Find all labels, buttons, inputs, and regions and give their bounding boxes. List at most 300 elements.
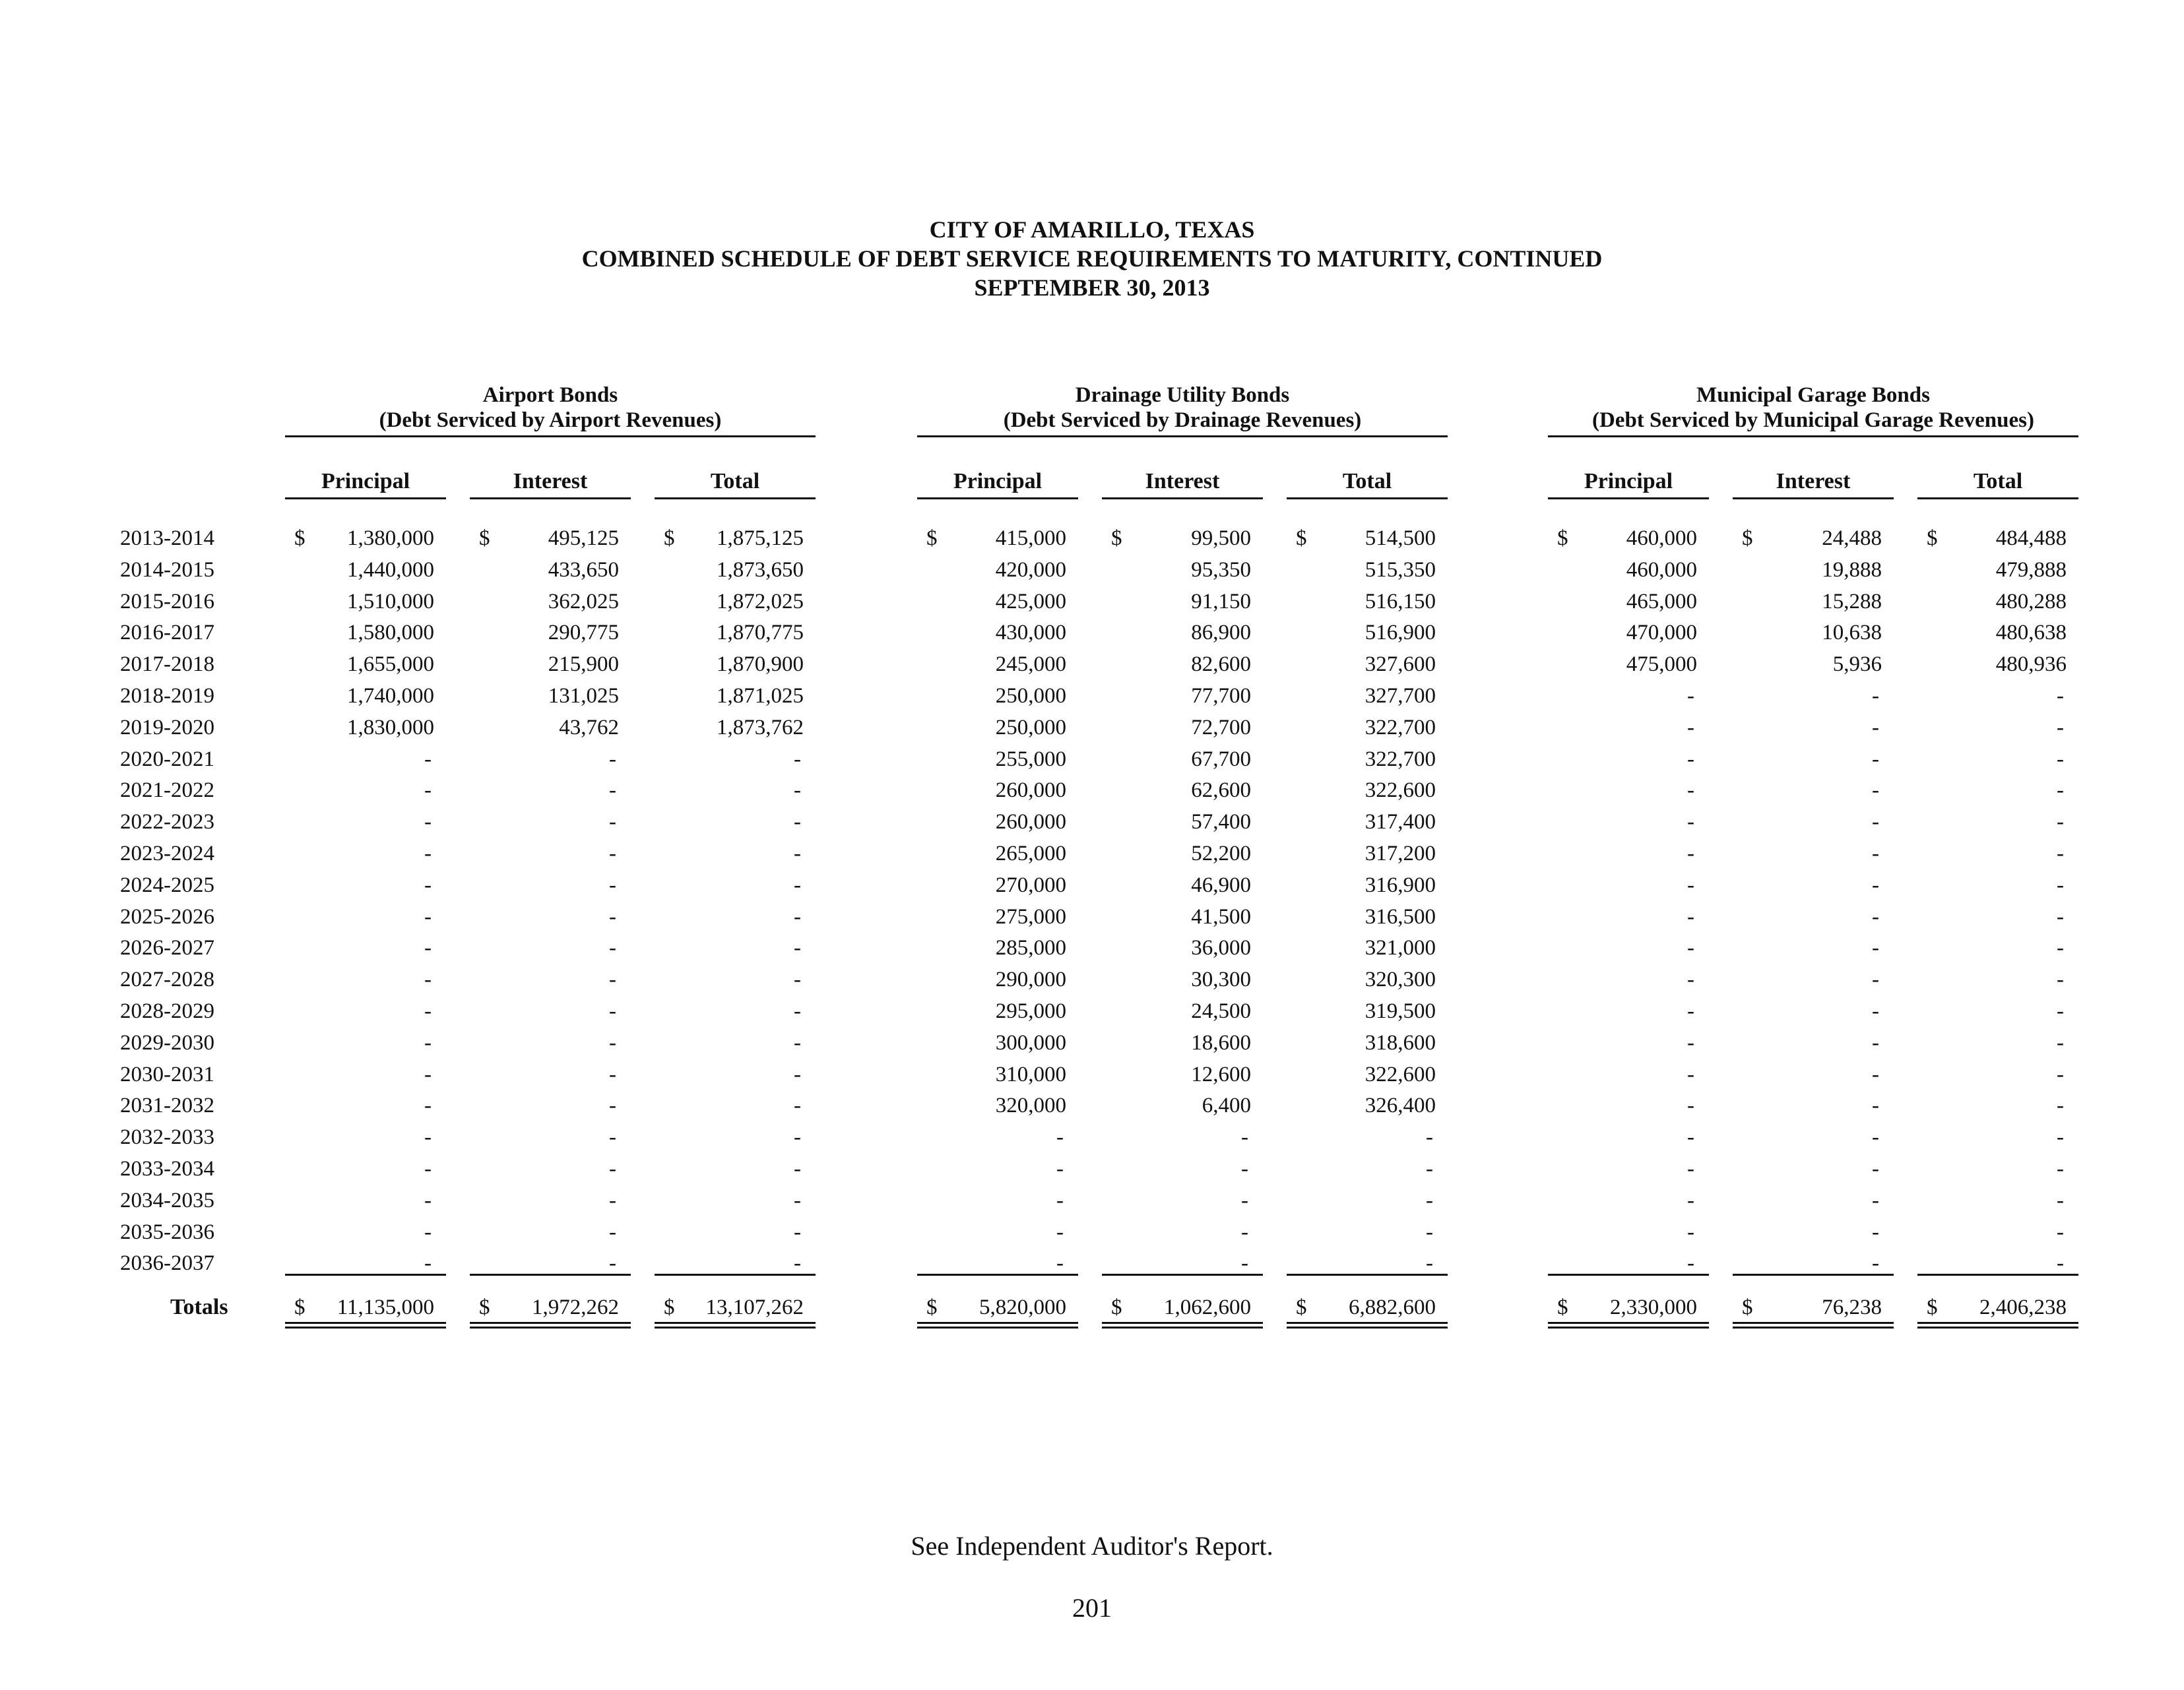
- garage-principal-cell: 475,000: [1626, 652, 1697, 677]
- drainage-principal-cell: -: [1056, 1251, 1064, 1276]
- airport-principal-cell: -: [424, 1062, 432, 1086]
- fiscal-year-label: 2022-2023: [120, 810, 214, 834]
- garage-total-cell: -: [2057, 873, 2064, 897]
- garage-principal-cell: -: [1687, 810, 1694, 834]
- drainage-total-cell: 318,600: [1365, 1030, 1436, 1055]
- airport-total-cell: 1,873,762: [717, 715, 804, 739]
- fiscal-year-label: 2020-2021: [120, 747, 214, 771]
- drainage-interest-cell: 6,400: [1202, 1094, 1251, 1118]
- airport-interest-cell: -: [609, 1157, 616, 1181]
- drainage-principal-cell: 285,000: [995, 936, 1066, 960]
- drainage-principal-cell: 245,000: [995, 652, 1066, 677]
- garage-total-cell: 484,488: [1995, 526, 2067, 550]
- airport-principal-cell: -: [424, 1251, 432, 1276]
- garage-interest-cell: -: [1872, 1220, 1879, 1244]
- currency-symbol: $: [664, 1296, 675, 1319]
- drainage-total-cell: 322,700: [1365, 747, 1436, 771]
- airport-total-cell: 1,871,025: [717, 684, 804, 708]
- fiscal-year-label: 2024-2025: [120, 873, 214, 897]
- airport-principal-cell: 1,655,000: [347, 652, 434, 677]
- garage-total-cell: -: [2057, 999, 2064, 1023]
- drainage-principal-cell: 275,000: [995, 904, 1066, 929]
- fiscal-year-label: 2013-2014: [120, 526, 214, 550]
- drainage-total-cell: -: [1426, 1188, 1433, 1212]
- drainage-interest-double-rule: [1102, 1322, 1263, 1329]
- drainage-total-cell: 326,400: [1365, 1094, 1436, 1118]
- currency-symbol: $: [1296, 526, 1307, 550]
- drainage-interest-header: Interest: [1145, 469, 1220, 493]
- airport-interest-cell: 131,025: [548, 684, 619, 708]
- drainage-principal-cell: -: [1056, 1188, 1064, 1212]
- garage-principal-cell: -: [1687, 684, 1694, 708]
- drainage-group-subtitle: (Debt Serviced by Drainage Revenues): [1003, 408, 1362, 432]
- airport-principal-cell: 1,380,000: [347, 526, 434, 550]
- airport-total-cell: -: [794, 842, 801, 865]
- drainage-total-sum-rule: [1287, 1274, 1448, 1276]
- garage-interest-cell: 15,288: [1822, 589, 1882, 613]
- garage-total-sum-rule: [1917, 1274, 2078, 1276]
- drainage-principal-cell: 300,000: [995, 1030, 1066, 1055]
- airport-principal-cell: -: [424, 810, 432, 834]
- drainage-total-cell: 317,400: [1365, 810, 1436, 834]
- garage-interest-sum-rule: [1733, 1274, 1894, 1276]
- garage-interest-cell: -: [1872, 778, 1879, 803]
- drainage-total-cell: -: [1426, 1251, 1433, 1276]
- drainage-total-cell: 327,600: [1365, 652, 1436, 677]
- drainage-principal-header-rule: [917, 497, 1078, 499]
- airport-group-rule: [285, 435, 816, 437]
- airport-total-double-rule: [655, 1322, 816, 1329]
- airport-principal-cell: -: [424, 1188, 432, 1212]
- garage-interest-cell: -: [1872, 842, 1879, 865]
- airport-interest-cell: -: [609, 1220, 616, 1244]
- drainage-interest-cell: 91,150: [1191, 589, 1251, 613]
- currency-symbol: $: [479, 1296, 490, 1319]
- airport-principal-cell: -: [424, 936, 432, 960]
- airport-interest-cell: -: [609, 873, 616, 897]
- garage-principal-double-rule: [1548, 1322, 1709, 1329]
- airport-principal-cell: -: [424, 842, 432, 865]
- garage-interest-cell: 19,888: [1822, 557, 1882, 582]
- airport-total-sum-rule: [655, 1274, 816, 1276]
- airport-principal-cell: 1,510,000: [347, 589, 434, 613]
- airport-total-cell: 1,870,900: [717, 652, 804, 677]
- garage-total-cell: -: [2057, 1188, 2064, 1212]
- airport-interest-cell: -: [609, 778, 616, 803]
- drainage-principal-cell: 430,000: [995, 621, 1066, 645]
- currency-symbol: $: [1742, 1296, 1753, 1319]
- drainage-interest-cell: 67,700: [1191, 747, 1251, 771]
- airport-interest-cell: -: [609, 904, 616, 929]
- drainage-total-header: Total: [1342, 469, 1392, 493]
- drainage-total-header-rule: [1287, 497, 1448, 499]
- airport-interest-cell: -: [609, 1251, 616, 1276]
- airport-total-cell: -: [794, 1062, 801, 1086]
- drainage-total-cell: 320,300: [1365, 968, 1436, 992]
- garage-interest-header-rule: [1733, 497, 1894, 499]
- currency-symbol: $: [1111, 1296, 1122, 1319]
- garage-interest-header: Interest: [1776, 469, 1851, 493]
- garage-total-header-rule: [1917, 497, 2078, 499]
- airport-principal-cell: 1,740,000: [347, 684, 434, 708]
- fiscal-year-label: 2025-2026: [120, 904, 214, 929]
- garage-interest-total: 76,238: [1822, 1296, 1882, 1319]
- fiscal-year-label: 2030-2031: [120, 1062, 214, 1086]
- airport-total-cell: -: [794, 1220, 801, 1244]
- currency-symbol: $: [1557, 526, 1568, 550]
- garage-principal-cell: -: [1687, 1094, 1694, 1118]
- airport-total-cell: -: [794, 1030, 801, 1055]
- garage-total-cell: -: [2057, 1220, 2064, 1244]
- drainage-total-cell: 317,200: [1365, 842, 1436, 865]
- airport-interest-header-rule: [470, 497, 631, 499]
- airport-total-total: 13,107,262: [705, 1296, 804, 1319]
- garage-interest-cell: -: [1872, 904, 1879, 929]
- drainage-principal-cell: 425,000: [995, 589, 1066, 613]
- garage-principal-cell: -: [1687, 936, 1694, 960]
- garage-total-cell: 480,638: [1995, 621, 2067, 645]
- airport-principal-cell: -: [424, 904, 432, 929]
- airport-interest-cell: -: [609, 936, 616, 960]
- currency-symbol: $: [479, 526, 490, 550]
- garage-total-cell: -: [2057, 715, 2064, 739]
- drainage-principal-sum-rule: [917, 1274, 1078, 1276]
- garage-interest-cell: -: [1872, 715, 1879, 739]
- drainage-principal-total: 5,820,000: [979, 1296, 1066, 1319]
- airport-principal-cell: 1,440,000: [347, 557, 434, 582]
- currency-symbol: $: [294, 1296, 305, 1319]
- drainage-total-cell: -: [1426, 1157, 1433, 1181]
- drainage-total-cell: 321,000: [1365, 936, 1436, 960]
- drainage-interest-cell: 82,600: [1191, 652, 1251, 677]
- fiscal-year-label: 2031-2032: [120, 1094, 214, 1118]
- drainage-interest-cell: 62,600: [1191, 778, 1251, 803]
- fiscal-year-label: 2019-2020: [120, 715, 214, 739]
- garage-total-cell: -: [2057, 1157, 2064, 1181]
- currency-symbol: $: [294, 526, 305, 550]
- garage-principal-cell: -: [1687, 1125, 1694, 1150]
- airport-total-cell: -: [794, 1188, 801, 1212]
- garage-total-cell: -: [2057, 936, 2064, 960]
- fiscal-year-label: 2015-2016: [120, 589, 214, 613]
- drainage-interest-sum-rule: [1102, 1274, 1263, 1276]
- currency-symbol: $: [1111, 526, 1122, 550]
- drainage-principal-cell: 250,000: [995, 715, 1066, 739]
- garage-total-cell: -: [2057, 810, 2064, 834]
- drainage-interest-cell: 12,600: [1191, 1062, 1251, 1086]
- airport-total-cell: -: [794, 1094, 801, 1118]
- garage-total-header: Total: [1973, 469, 2023, 493]
- drainage-group-title: Drainage Utility Bonds: [1075, 383, 1290, 407]
- airport-interest-cell: 43,762: [559, 715, 619, 739]
- garage-principal-cell: -: [1687, 873, 1694, 897]
- drainage-principal-cell: 260,000: [995, 778, 1066, 803]
- airport-principal-cell: -: [424, 1125, 432, 1150]
- airport-total-cell: -: [794, 1157, 801, 1181]
- drainage-total-cell: 516,150: [1365, 589, 1436, 613]
- garage-interest-cell: -: [1872, 968, 1879, 992]
- drainage-principal-cell: 265,000: [995, 842, 1066, 865]
- airport-principal-header: Principal: [321, 469, 410, 493]
- fiscal-year-label: 2014-2015: [120, 557, 214, 582]
- airport-interest-cell: -: [609, 968, 616, 992]
- airport-principal-cell: -: [424, 1220, 432, 1244]
- garage-total-cell: -: [2057, 904, 2064, 929]
- airport-total-cell: 1,873,650: [717, 557, 804, 582]
- garage-interest-cell: -: [1872, 999, 1879, 1023]
- garage-interest-cell: -: [1872, 1188, 1879, 1212]
- airport-total-cell: -: [794, 1251, 801, 1276]
- garage-interest-cell: -: [1872, 1125, 1879, 1150]
- airport-principal-cell: -: [424, 1030, 432, 1055]
- garage-principal-cell: 465,000: [1626, 589, 1697, 613]
- drainage-interest-cell: 57,400: [1191, 810, 1251, 834]
- garage-total-cell: -: [2057, 747, 2064, 771]
- garage-principal-cell: -: [1687, 778, 1694, 803]
- garage-total-cell: -: [2057, 1251, 2064, 1276]
- drainage-interest-cell: 99,500: [1191, 526, 1251, 550]
- garage-principal-cell: -: [1687, 1251, 1694, 1276]
- airport-interest-sum-rule: [470, 1274, 631, 1276]
- garage-interest-cell: -: [1872, 684, 1879, 708]
- garage-interest-cell: -: [1872, 1157, 1879, 1181]
- drainage-interest-cell: -: [1241, 1125, 1248, 1150]
- garage-total-cell: -: [2057, 968, 2064, 992]
- garage-total-cell: -: [2057, 684, 2064, 708]
- fiscal-year-label: 2035-2036: [120, 1220, 214, 1244]
- garage-principal-cell: -: [1687, 715, 1694, 739]
- drainage-principal-cell: 290,000: [995, 968, 1066, 992]
- garage-total-cell: -: [2057, 778, 2064, 803]
- airport-principal-cell: -: [424, 1094, 432, 1118]
- drainage-principal-cell: 250,000: [995, 684, 1066, 708]
- garage-principal-cell: -: [1687, 747, 1694, 771]
- drainage-interest-cell: 24,500: [1191, 999, 1251, 1023]
- garage-principal-cell: 460,000: [1626, 526, 1697, 550]
- garage-group-subtitle: (Debt Serviced by Municipal Garage Revenues): [1591, 408, 2034, 432]
- drainage-interest-cell: -: [1241, 1220, 1248, 1244]
- currency-symbol: $: [1927, 1296, 1938, 1319]
- airport-total-cell: -: [794, 747, 801, 771]
- fiscal-year-label: 2028-2029: [120, 999, 214, 1023]
- airport-principal-sum-rule: [285, 1274, 446, 1276]
- garage-total-double-rule: [1917, 1322, 2078, 1329]
- fiscal-year-label: 2033-2034: [120, 1157, 214, 1181]
- drainage-interest-cell: -: [1241, 1251, 1248, 1276]
- airport-group-title: Airport Bonds: [482, 383, 618, 407]
- garage-group-rule: [1548, 435, 2078, 437]
- currency-symbol: $: [1557, 1296, 1568, 1319]
- drainage-interest-cell: 30,300: [1191, 968, 1251, 992]
- fiscal-year-label: 2032-2033: [120, 1125, 214, 1150]
- drainage-principal-double-rule: [917, 1322, 1078, 1329]
- airport-interest-cell: -: [609, 747, 616, 771]
- report-date: SEPTEMBER 30, 2013: [974, 274, 1210, 301]
- airport-interest-cell: -: [609, 1094, 616, 1118]
- airport-interest-double-rule: [470, 1322, 631, 1329]
- airport-group-subtitle: (Debt Serviced by Airport Revenues): [379, 408, 722, 432]
- garage-principal-cell: -: [1687, 842, 1694, 865]
- drainage-principal-cell: 320,000: [995, 1094, 1066, 1118]
- drainage-interest-header-rule: [1102, 497, 1263, 499]
- currency-symbol: $: [926, 526, 938, 550]
- page-number: 201: [1072, 1593, 1112, 1623]
- airport-total-cell: -: [794, 873, 801, 897]
- drainage-total-double-rule: [1287, 1322, 1448, 1329]
- fiscal-year-label: 2023-2024: [120, 842, 214, 865]
- garage-principal-cell: -: [1687, 1220, 1694, 1244]
- report-entity-title: CITY OF AMARILLO, TEXAS: [929, 216, 1255, 243]
- drainage-total-cell: 316,900: [1365, 873, 1436, 897]
- airport-interest-cell: -: [609, 810, 616, 834]
- drainage-principal-cell: 270,000: [995, 873, 1066, 897]
- airport-principal-cell: -: [424, 778, 432, 803]
- currency-symbol: $: [926, 1296, 938, 1319]
- airport-interest-cell: 215,900: [548, 652, 619, 677]
- garage-interest-cell: -: [1872, 1251, 1879, 1276]
- airport-principal-cell: -: [424, 968, 432, 992]
- airport-total-header-rule: [655, 497, 816, 499]
- drainage-interest-total: 1,062,600: [1164, 1296, 1251, 1319]
- drainage-interest-cell: 72,700: [1191, 715, 1251, 739]
- drainage-interest-cell: -: [1241, 1157, 1248, 1181]
- garage-total-cell: -: [2057, 1030, 2064, 1055]
- fiscal-year-label: 2029-2030: [120, 1030, 214, 1055]
- airport-total-cell: -: [794, 936, 801, 960]
- drainage-total-cell: 322,600: [1365, 778, 1436, 803]
- garage-interest-cell: -: [1872, 810, 1879, 834]
- garage-principal-cell: 460,000: [1626, 557, 1697, 582]
- garage-interest-double-rule: [1733, 1322, 1894, 1329]
- drainage-principal-cell: -: [1056, 1220, 1064, 1244]
- drainage-total-cell: -: [1426, 1125, 1433, 1150]
- airport-interest-cell: -: [609, 999, 616, 1023]
- drainage-interest-cell: 18,600: [1191, 1030, 1251, 1055]
- drainage-total-cell: 316,500: [1365, 904, 1436, 929]
- drainage-total-cell: 322,700: [1365, 715, 1436, 739]
- drainage-principal-cell: 415,000: [995, 526, 1066, 550]
- airport-principal-cell: 1,830,000: [347, 715, 434, 739]
- report-schedule-title: COMBINED SCHEDULE OF DEBT SERVICE REQUIREMENTS TO MATURITY, CONTINUED: [581, 245, 1603, 272]
- airport-total-cell: -: [794, 904, 801, 929]
- garage-total-cell: 480,288: [1995, 589, 2067, 613]
- garage-interest-cell: -: [1872, 747, 1879, 771]
- airport-total-cell: 1,870,775: [717, 621, 804, 645]
- garage-interest-cell: -: [1872, 1062, 1879, 1086]
- drainage-principal-cell: 310,000: [995, 1062, 1066, 1086]
- currency-symbol: $: [1742, 526, 1753, 550]
- drainage-total-cell: 319,500: [1365, 999, 1436, 1023]
- garage-principal-sum-rule: [1548, 1274, 1709, 1276]
- drainage-group-rule: [917, 435, 1448, 437]
- airport-interest-cell: 290,775: [548, 621, 619, 645]
- drainage-interest-cell: 41,500: [1191, 904, 1251, 929]
- fiscal-year-label: 2027-2028: [120, 968, 214, 992]
- airport-interest-cell: -: [609, 1125, 616, 1150]
- garage-principal-cell: 470,000: [1626, 621, 1697, 645]
- drainage-total-total: 6,882,600: [1349, 1296, 1436, 1319]
- currency-symbol: $: [1296, 1296, 1307, 1319]
- airport-interest-cell: -: [609, 1030, 616, 1055]
- drainage-principal-cell: 420,000: [995, 557, 1066, 582]
- garage-principal-header-rule: [1548, 497, 1709, 499]
- garage-total-cell: 480,936: [1995, 652, 2067, 677]
- garage-principal-header: Principal: [1584, 469, 1673, 493]
- garage-principal-cell: -: [1687, 1188, 1694, 1212]
- drainage-principal-cell: 255,000: [995, 747, 1066, 771]
- garage-interest-cell: -: [1872, 936, 1879, 960]
- garage-total-cell: -: [2057, 1094, 2064, 1118]
- drainage-principal-cell: -: [1056, 1157, 1064, 1181]
- garage-principal-cell: -: [1687, 968, 1694, 992]
- airport-interest-cell: -: [609, 842, 616, 865]
- garage-principal-cell: -: [1687, 904, 1694, 929]
- garage-interest-cell: -: [1872, 1094, 1879, 1118]
- airport-interest-cell: 362,025: [548, 589, 619, 613]
- airport-total-cell: -: [794, 1125, 801, 1150]
- airport-interest-cell: -: [609, 1062, 616, 1086]
- airport-interest-cell: -: [609, 1188, 616, 1212]
- totals-label: Totals: [170, 1295, 228, 1319]
- airport-total-cell: -: [794, 778, 801, 803]
- airport-interest-cell: 495,125: [548, 526, 619, 550]
- garage-principal-cell: -: [1687, 1062, 1694, 1086]
- garage-interest-cell: 5,936: [1832, 652, 1882, 677]
- fiscal-year-label: 2018-2019: [120, 684, 214, 708]
- drainage-total-cell: 322,600: [1365, 1062, 1436, 1086]
- garage-interest-cell: 24,488: [1822, 526, 1882, 550]
- drainage-interest-cell: 95,350: [1191, 557, 1251, 582]
- drainage-total-cell: 515,350: [1365, 557, 1436, 582]
- drainage-principal-cell: -: [1056, 1125, 1064, 1150]
- drainage-principal-cell: 295,000: [995, 999, 1066, 1023]
- garage-group-title: Municipal Garage Bonds: [1696, 383, 1930, 407]
- fiscal-year-label: 2021-2022: [120, 778, 214, 803]
- airport-total-cell: 1,872,025: [717, 589, 804, 613]
- drainage-principal-header: Principal: [953, 469, 1043, 493]
- airport-principal-cell: -: [424, 747, 432, 771]
- airport-principal-cell: -: [424, 1157, 432, 1181]
- garage-total-total: 2,406,238: [1979, 1296, 2067, 1319]
- drainage-total-cell: 516,900: [1365, 621, 1436, 645]
- garage-principal-cell: -: [1687, 1030, 1694, 1055]
- drainage-interest-cell: -: [1241, 1188, 1248, 1212]
- currency-symbol: $: [1927, 526, 1938, 550]
- garage-total-cell: -: [2057, 842, 2064, 865]
- garage-interest-cell: -: [1872, 873, 1879, 897]
- airport-principal-cell: -: [424, 999, 432, 1023]
- airport-principal-header-rule: [285, 497, 446, 499]
- airport-total-cell: -: [794, 810, 801, 834]
- drainage-total-cell: 514,500: [1365, 526, 1436, 550]
- airport-total-cell: -: [794, 968, 801, 992]
- airport-principal-cell: -: [424, 873, 432, 897]
- currency-symbol: $: [664, 526, 675, 550]
- drainage-interest-cell: 46,900: [1191, 873, 1251, 897]
- airport-principal-cell: 1,580,000: [347, 621, 434, 645]
- airport-total-cell: -: [794, 999, 801, 1023]
- drainage-interest-cell: 36,000: [1191, 936, 1251, 960]
- airport-total-cell: 1,875,125: [717, 526, 804, 550]
- drainage-total-cell: -: [1426, 1220, 1433, 1244]
- garage-total-cell: 479,888: [1995, 557, 2067, 582]
- garage-total-cell: -: [2057, 1125, 2064, 1150]
- fiscal-year-label: 2026-2027: [120, 936, 214, 960]
- airport-interest-cell: 433,650: [548, 557, 619, 582]
- garage-total-cell: -: [2057, 1062, 2064, 1086]
- drainage-interest-cell: 52,200: [1191, 842, 1251, 865]
- fiscal-year-label: 2017-2018: [120, 652, 214, 677]
